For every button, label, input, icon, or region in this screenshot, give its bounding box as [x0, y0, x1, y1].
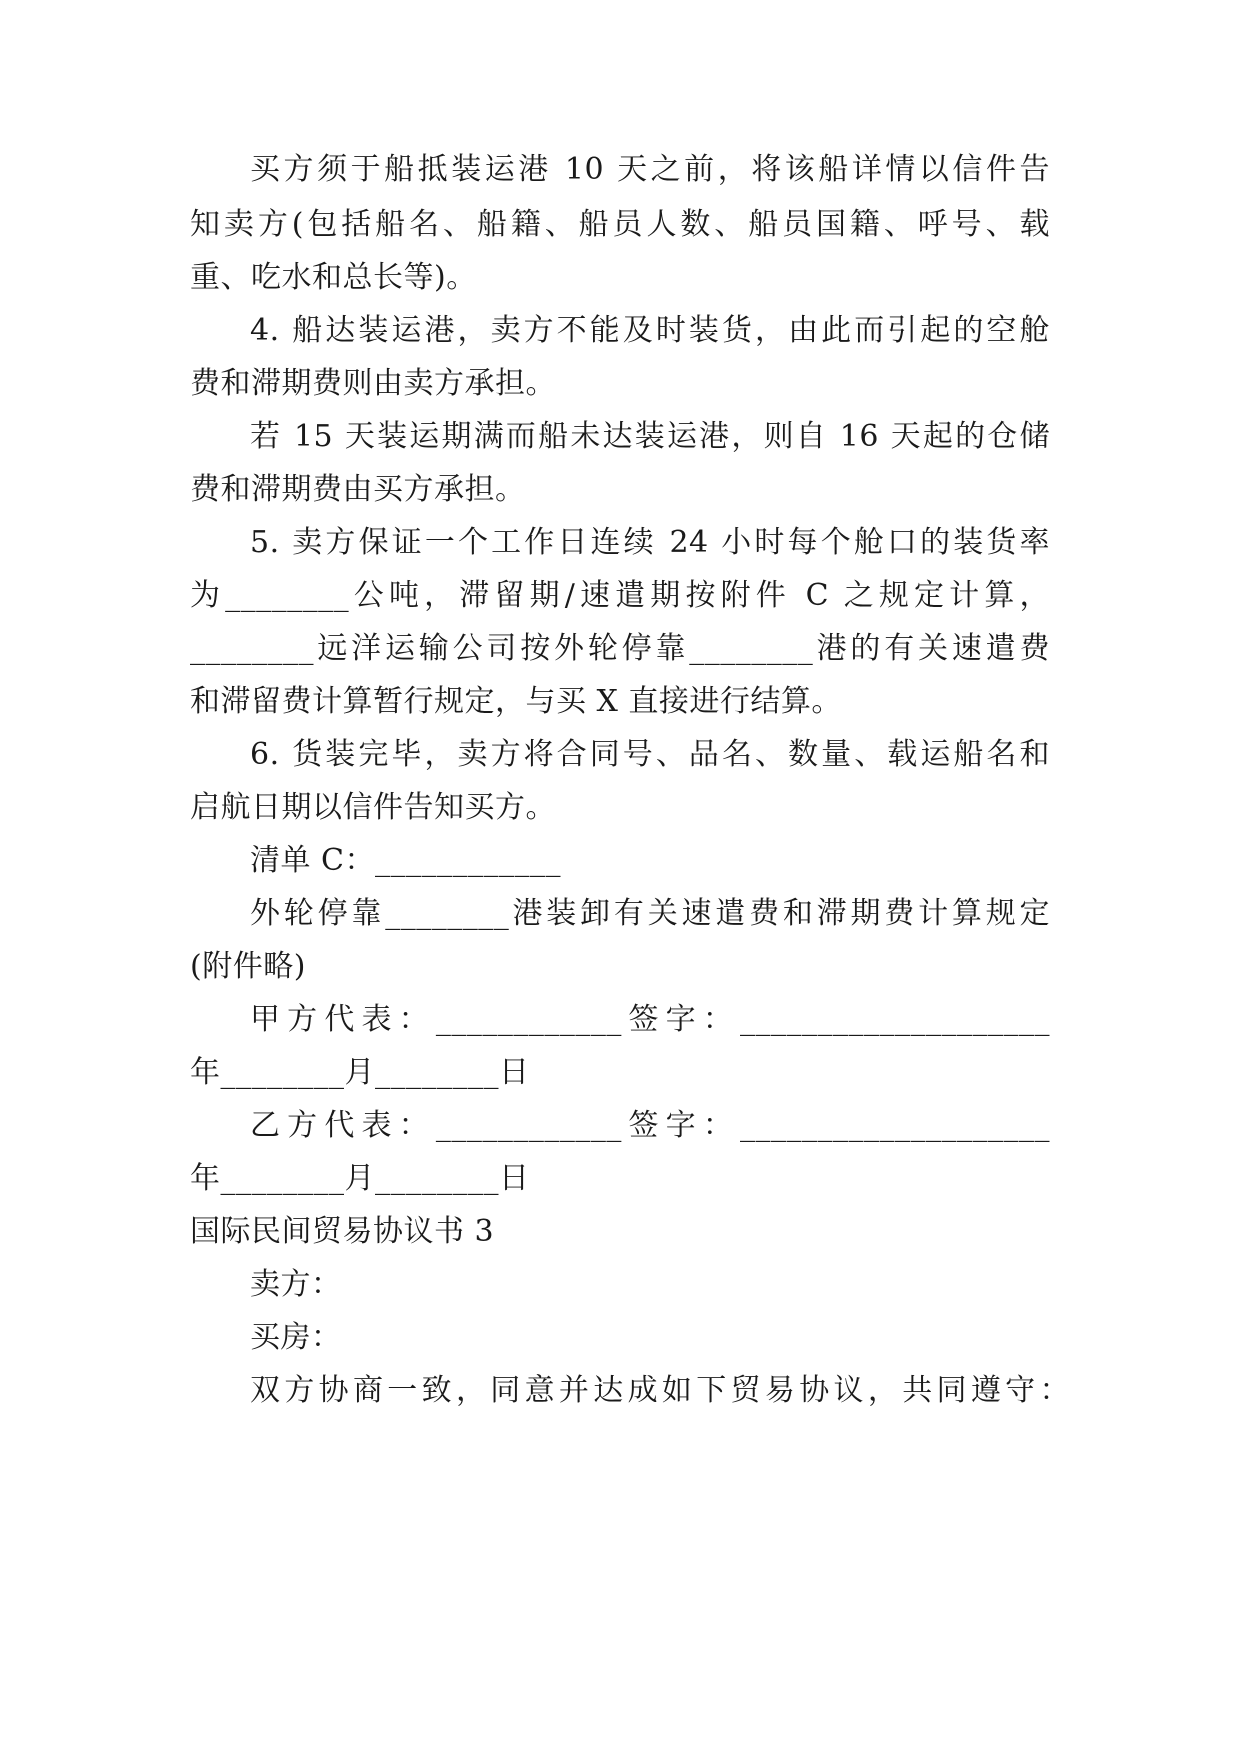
appendix-line: 外轮停靠________港装卸有关速遣费和滞期费计算规定 [250, 896, 1050, 931]
paragraph-line: 知卖方(包括船名、船籍、船员人数、船员国籍、呼号、载 [190, 207, 1050, 242]
paragraph-line: 费和滞期费则由卖方承担。 [190, 366, 556, 401]
section-title: 国际民间贸易协议书 3 [190, 1214, 495, 1249]
paragraph-line: 费和滞期费由买方承担。 [190, 472, 526, 507]
clause-4-line: 4. 船达装运港，卖方不能及时装货，由此而引起的空舱 [250, 313, 1050, 348]
paragraph-line: 为________公吨，滞留期/速遣期按附件 C 之规定计算， [190, 578, 1050, 613]
party-a-date-line: 年________月________日 [190, 1055, 530, 1090]
paragraph-line: 买方须于船抵装运港 10 天之前，将该船详情以信件告 [250, 152, 1050, 187]
paragraph-line: ________远洋运输公司按外轮停靠________港的有关速遣费 [190, 631, 1050, 666]
clause-6-line: 6. 货装完毕，卖方将合同号、品名、数量、载运船名和 [250, 737, 1050, 772]
paragraph-line: 重、吃水和总长等)。 [190, 260, 477, 295]
paragraph-line: 若 15 天装运期满而船未达装运港，则自 16 天起的仓储 [250, 419, 1050, 454]
paragraph-line: 启航日期以信件告知买方。 [190, 790, 556, 825]
seller-line: 卖方： [250, 1267, 342, 1302]
paragraph-line: 和滞留费计算暂行规定，与买 X 直接进行结算。 [190, 684, 842, 719]
party-b-date-line: 年________月________日 [190, 1161, 530, 1196]
buyer-line: 买房： [250, 1320, 342, 1355]
appendix-note: (附件略) [190, 949, 306, 984]
party-b-signature-line: 乙方代表：____________签字：____________________ [250, 1108, 1050, 1143]
agreement-intro-line: 双方协商一致，同意并达成如下贸易协议，共同遵守： [250, 1373, 1070, 1408]
clause-5-line: 5. 卖方保证一个工作日连续 24 小时每个舱口的装货率 [250, 525, 1050, 560]
party-a-signature-line: 甲方代表：____________签字：____________________ [250, 1002, 1050, 1037]
list-c-line: 清单 C：____________ [250, 843, 561, 878]
